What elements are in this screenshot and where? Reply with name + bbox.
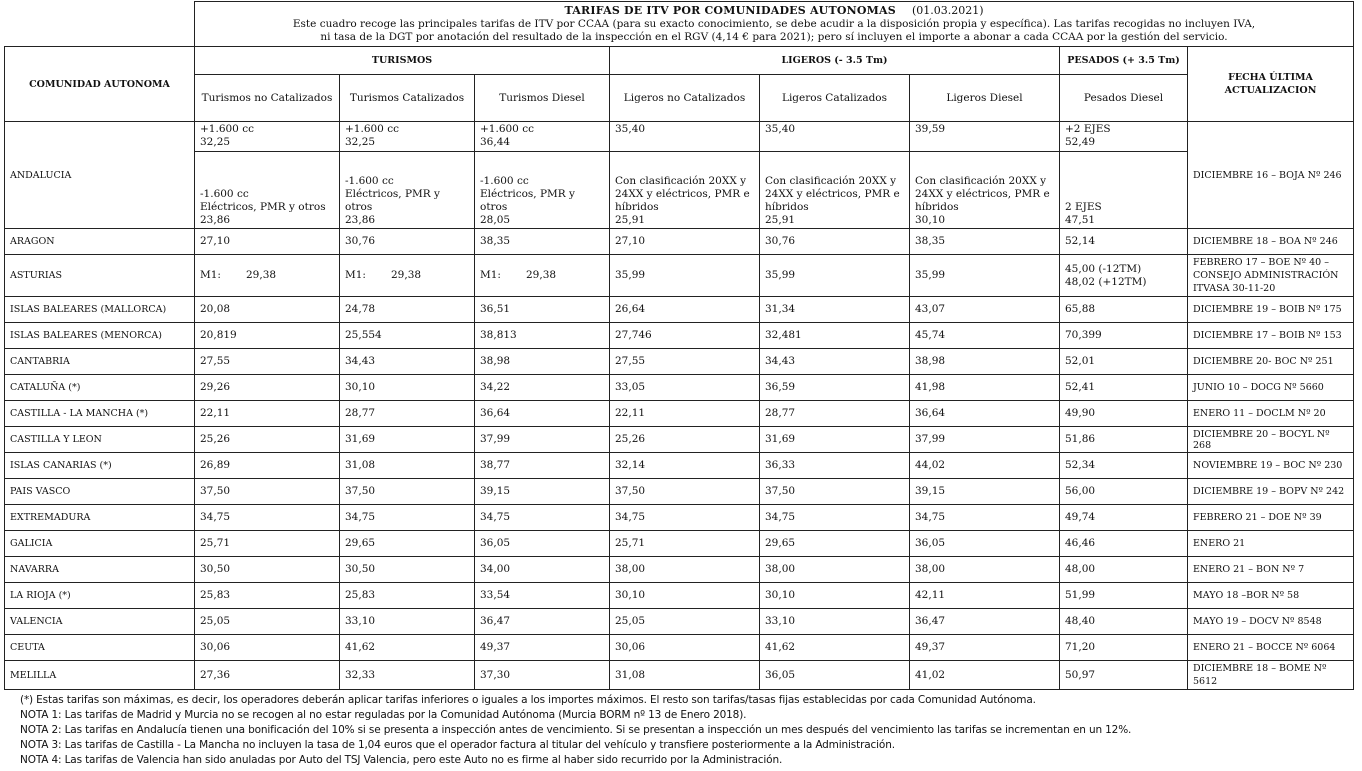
value-turismos-catalizados: -1.600 cc Eléctricos, PMR y otros 23,86 xyxy=(340,152,475,229)
value-turismos-diesel: 49,37 xyxy=(475,635,610,661)
value-turismos-no-catalizados: 27,36 xyxy=(195,661,340,690)
value-ligeros-diesel: 36,64 xyxy=(910,401,1060,427)
table-row-aragon xyxy=(5,229,1354,255)
value-turismos-diesel: 36,47 xyxy=(475,609,610,635)
fecha-cell: DICIEMBRE 17 – BOIB Nº 153 xyxy=(1188,323,1354,349)
value-turismos-catalizados xyxy=(340,255,475,297)
header-comunidad: COMUNIDAD AUTONOMA xyxy=(5,47,195,122)
region-name: CASTILLA - LA MANCHA (*) xyxy=(5,401,195,427)
table-row xyxy=(5,635,1354,661)
value-ligeros-no-catalizados: 35,40 xyxy=(610,122,760,152)
value-ligeros-no-catalizados: 37,50 xyxy=(610,479,760,505)
value-ligeros-diesel: 41,98 xyxy=(910,375,1060,401)
table-row xyxy=(5,375,1354,401)
value-pesados-diesel: 52,14 xyxy=(1060,229,1188,255)
value-turismos-diesel: 36,64 xyxy=(475,401,610,427)
value-turismos-catalizados: 34,43 xyxy=(340,349,475,375)
itv-tariffs-table xyxy=(4,1,1354,690)
value-ligeros-diesel: 39,59 xyxy=(910,122,1060,152)
value-ligeros-no-catalizados: 38,00 xyxy=(610,557,760,583)
fecha-cell: DICIEMBRE 16 – BOJA Nº 246 xyxy=(1188,122,1354,229)
value-ligeros-diesel: 45,74 xyxy=(910,323,1060,349)
table-row xyxy=(5,583,1354,609)
region-name: NAVARRA xyxy=(5,557,195,583)
blank-corner-cell xyxy=(5,2,195,47)
value-ligeros-catalizados: 35,40 xyxy=(760,122,910,152)
value-pesados-diesel: 56,00 xyxy=(1060,479,1188,505)
value-ligeros-catalizados: 29,65 xyxy=(760,531,910,557)
value-ligeros-diesel: 38,00 xyxy=(910,557,1060,583)
value-turismos-diesel: 36,51 xyxy=(475,297,610,323)
value-ligeros-no-catalizados: 31,08 xyxy=(610,661,760,690)
value-ligeros-catalizados: 37,50 xyxy=(760,479,910,505)
value-turismos-no-catalizados: 37,50 xyxy=(195,479,340,505)
region-name: GALICIA xyxy=(5,531,195,557)
value-ligeros-no-catalizados: 33,05 xyxy=(610,375,760,401)
subheader-ligeros-catalizados: Ligeros Catalizados xyxy=(760,75,910,122)
footnote-1: NOTA 1: Las tarifas de Madrid y Murcia no se recogen al no estar reguladas por la Comunidad Autónoma (Murcia BORM nº 13 de Enero 2018). xyxy=(20,709,747,721)
value-turismos-diesel: -1.600 cc Eléctricos, PMR y otros 28,05 xyxy=(475,152,610,229)
value-turismos-diesel: 39,15 xyxy=(475,479,610,505)
value-turismos-catalizados: 30,76 xyxy=(340,229,475,255)
value-pesados-diesel: 48,40 xyxy=(1060,609,1188,635)
value-turismos-no-catalizados: 25,05 xyxy=(195,609,340,635)
footnote-2: NOTA 2: Las tarifas en Andalucía tienen una bonificación del 10% si se presenta a inspección antes de vencimiento. Si se presentan a inspección un mes después del vencimiento las tarifas se incrementan en un 12%. xyxy=(20,724,1132,736)
subheader-turismos-no-catalizados: Turismos no Catalizados xyxy=(195,75,340,122)
fecha-cell: MAYO 19 – DOCV Nº 8548 xyxy=(1188,609,1354,635)
table-row xyxy=(5,609,1354,635)
value-turismos-no-catalizados: -1.600 cc Eléctricos, PMR y otros 23,86 xyxy=(195,152,340,229)
value-turismos-catalizados: 25,554 xyxy=(340,323,475,349)
table-date: (01.03.2021) xyxy=(911,4,984,17)
value-pesados-diesel: 52,01 xyxy=(1060,349,1188,375)
value-ligeros-catalizados: 41,62 xyxy=(760,635,910,661)
value-ligeros-no-catalizados: 34,75 xyxy=(610,505,760,531)
value-ligeros-no-catalizados: 30,06 xyxy=(610,635,760,661)
category-label: M1: xyxy=(345,269,366,281)
fecha-cell: DICIEMBRE 20 – BOCYL Nº 268 xyxy=(1188,427,1354,453)
value-pesados-diesel: 49,90 xyxy=(1060,401,1188,427)
table-row xyxy=(5,505,1354,531)
value-pesados-diesel: 65,88 xyxy=(1060,297,1188,323)
subheader-turismos-diesel: Turismos Diesel xyxy=(475,75,610,122)
value-turismos-no-catalizados: 25,26 xyxy=(195,427,340,453)
value-ligeros-no-catalizados: 27,55 xyxy=(610,349,760,375)
value-ligeros-catalizados: 30,76 xyxy=(760,229,910,255)
region-name: CANTABRIA xyxy=(5,349,195,375)
value-turismos-no-catalizados: 25,83 xyxy=(195,583,340,609)
value-ligeros-diesel: 43,07 xyxy=(910,297,1060,323)
table-row xyxy=(5,297,1354,323)
value-turismos-no-catalizados: 30,50 xyxy=(195,557,340,583)
value-ligeros-no-catalizados: 25,71 xyxy=(610,531,760,557)
value-ligeros-no-catalizados: 25,05 xyxy=(610,609,760,635)
value-pesados-diesel: 50,97 xyxy=(1060,661,1188,690)
value-turismos-catalizados: 34,75 xyxy=(340,505,475,531)
region-name: ISLAS CANARIAS (*) xyxy=(5,453,195,479)
value-ligeros-diesel: 42,11 xyxy=(910,583,1060,609)
value-ligeros-catalizados: 32,481 xyxy=(760,323,910,349)
value-turismos-diesel: 34,22 xyxy=(475,375,610,401)
fecha-cell: DICIEMBRE 18 – BOME Nº 5612 xyxy=(1188,661,1354,690)
value-turismos-catalizados: 24,78 xyxy=(340,297,475,323)
value-ligeros-diesel: Con clasificación 20XX y 24XX y eléctricos, PMR e híbridos 30,10 xyxy=(910,152,1060,229)
value-turismos-no-catalizados: 27,10 xyxy=(195,229,340,255)
value-ligeros-catalizados: 28,77 xyxy=(760,401,910,427)
table-row-andalucia-2 xyxy=(5,152,1354,229)
value-turismos-catalizados: 33,10 xyxy=(340,609,475,635)
region-name: ASTURIAS xyxy=(5,255,195,297)
value-ligeros-diesel: 44,02 xyxy=(910,453,1060,479)
value-ligeros-catalizados: 35,99 xyxy=(760,255,910,297)
footnote-3: NOTA 3: Las tarifas de Castilla - La Mancha no incluyen la tasa de 1,04 euros que el operador factura al titular del vehículo y transfiere posteriormente a la Administración. xyxy=(20,739,895,751)
value-pesados-diesel: 51,99 xyxy=(1060,583,1188,609)
value-turismos-catalizados: 25,83 xyxy=(340,583,475,609)
table-row xyxy=(5,479,1354,505)
fecha-cell: DICIEMBRE 19 – BOPV Nº 242 xyxy=(1188,479,1354,505)
fecha-cell: JUNIO 10 – DOCG Nº 5660 xyxy=(1188,375,1354,401)
table-row xyxy=(5,323,1354,349)
value-ligeros-catalizados: Con clasificación 20XX y 24XX y eléctricos, PMR e híbridos 25,91 xyxy=(760,152,910,229)
fecha-cell: NOVIEMBRE 19 – BOC Nº 230 xyxy=(1188,453,1354,479)
header-pesados: PESADOS (+ 3.5 Tm) xyxy=(1060,47,1188,75)
fecha-cell: ENERO 21 – BON Nº 7 xyxy=(1188,557,1354,583)
value-turismos-catalizados: 29,65 xyxy=(340,531,475,557)
header-ligeros: LIGEROS (- 3.5 Tm) xyxy=(610,47,1060,75)
value-turismos-no-catalizados: +1.600 cc 32,25 xyxy=(195,122,340,152)
value-turismos-catalizados: 41,62 xyxy=(340,635,475,661)
region-name: ISLAS BALEARES (MENORCA) xyxy=(5,323,195,349)
intro-line-2: ni tasa de la DGT por anotación del resultado de la inspección en el RGV (4,14 € para 2021); pero sí incluyen el importe a abonar a cada CCAA por la gestión del servicio. xyxy=(320,31,1228,43)
intro-line-1: Este cuadro recoge las principales tarifas de ITV por CCAA (para su exacto conocimiento, se debe acudir a la disposición propia y específica). Las tarifas recogidas no incluyen IVA, xyxy=(292,18,1256,30)
value-pesados-diesel: 2 EJES 47,51 xyxy=(1060,152,1188,229)
value-turismos-catalizados: +1.600 cc 32,25 xyxy=(340,122,475,152)
value-ligeros-diesel: 39,15 xyxy=(910,479,1060,505)
region-name: ANDALUCIA xyxy=(5,122,195,229)
region-name: CEUTA xyxy=(5,635,195,661)
value-ligeros-catalizados: 36,33 xyxy=(760,453,910,479)
footnote-4: NOTA 4: Las tarifas de Valencia han sido anuladas por Auto del TSJ Valencia, pero este Auto no es firme al haber sido recurrido por la Administración. xyxy=(20,754,783,766)
region-name: VALENCIA xyxy=(5,609,195,635)
category-label: M1: xyxy=(480,269,501,281)
value-turismos-catalizados: 32,33 xyxy=(340,661,475,690)
fecha-cell: ENERO 21 – BOCCE Nº 6064 xyxy=(1188,635,1354,661)
value-ligeros-no-catalizados: 30,10 xyxy=(610,583,760,609)
value-ligeros-diesel: 49,37 xyxy=(910,635,1060,661)
region-name: MELILLA xyxy=(5,661,195,690)
value-ligeros-diesel: 38,98 xyxy=(910,349,1060,375)
value-turismos-no-catalizados: 20,819 xyxy=(195,323,340,349)
value-ligeros-diesel: 36,05 xyxy=(910,531,1060,557)
value-ligeros-no-catalizados: 26,64 xyxy=(610,297,760,323)
value-ligeros-diesel: 36,47 xyxy=(910,609,1060,635)
value-turismos-diesel: 33,54 xyxy=(475,583,610,609)
value-ligeros-catalizados: 30,10 xyxy=(760,583,910,609)
value-turismos-catalizados: 28,77 xyxy=(340,401,475,427)
region-name: PAIS VASCO xyxy=(5,479,195,505)
value-ligeros-catalizados: 33,10 xyxy=(760,609,910,635)
value-ligeros-no-catalizados: 25,26 xyxy=(610,427,760,453)
value-turismos-diesel: 38,98 xyxy=(475,349,610,375)
value-text: 29,38 xyxy=(391,269,422,281)
fecha-cell: FEBRERO 17 – BOE Nº 40 – CONSEJO ADMINISTRACIÓN ITVASA 30-11-20 xyxy=(1188,255,1354,297)
header-fecha: FECHA ÚLTIMA ACTUALIZACION xyxy=(1188,47,1354,122)
table-row xyxy=(5,661,1354,690)
value-ligeros-no-catalizados: 27,10 xyxy=(610,229,760,255)
value-turismos-catalizados: 30,50 xyxy=(340,557,475,583)
value-ligeros-catalizados: 34,75 xyxy=(760,505,910,531)
value-turismos-no-catalizados: 30,06 xyxy=(195,635,340,661)
value-ligeros-diesel: 38,35 xyxy=(910,229,1060,255)
value-ligeros-diesel: 35,99 xyxy=(910,255,1060,297)
table-row xyxy=(5,401,1354,427)
value-turismos-catalizados: 37,50 xyxy=(340,479,475,505)
value-turismos-diesel: 37,30 xyxy=(475,661,610,690)
value-ligeros-no-catalizados: Con clasificación 20XX y 24XX y eléctricos, PMR e híbridos 25,91 xyxy=(610,152,760,229)
table-row xyxy=(5,349,1354,375)
fecha-cell: ENERO 11 – DOCLM Nº 20 xyxy=(1188,401,1354,427)
value-turismos-diesel: 34,00 xyxy=(475,557,610,583)
table-row xyxy=(5,531,1354,557)
value-turismos-diesel: 38,35 xyxy=(475,229,610,255)
value-ligeros-diesel: 37,99 xyxy=(910,427,1060,453)
header-turismos: TURISMOS xyxy=(195,47,610,75)
value-ligeros-no-catalizados: 27,746 xyxy=(610,323,760,349)
value-turismos-no-catalizados: 20,08 xyxy=(195,297,340,323)
value-pesados-diesel: +2 EJES 52,49 xyxy=(1060,122,1188,152)
value-text: 29,38 xyxy=(526,269,557,281)
value-turismos-diesel: 38,77 xyxy=(475,453,610,479)
value-pesados-diesel: 71,20 xyxy=(1060,635,1188,661)
table-row-andalucia-1 xyxy=(5,122,1354,152)
value-pesados-diesel: 52,41 xyxy=(1060,375,1188,401)
value-ligeros-catalizados: 38,00 xyxy=(760,557,910,583)
table-row xyxy=(5,427,1354,453)
value-turismos-no-catalizados: 22,11 xyxy=(195,401,340,427)
value-ligeros-no-catalizados: 35,99 xyxy=(610,255,760,297)
value-turismos-catalizados: 31,69 xyxy=(340,427,475,453)
fecha-cell: DICIEMBRE 19 – BOIB Nº 175 xyxy=(1188,297,1354,323)
value-turismos-no-catalizados: 26,89 xyxy=(195,453,340,479)
value-turismos-diesel: 37,99 xyxy=(475,427,610,453)
fecha-cell: MAYO 18 –BOR Nº 58 xyxy=(1188,583,1354,609)
subheader-ligeros-no-catalizados: Ligeros no Catalizados xyxy=(610,75,760,122)
value-ligeros-catalizados: 34,43 xyxy=(760,349,910,375)
value-turismos-no-catalizados: 34,75 xyxy=(195,505,340,531)
region-name: ISLAS BALEARES (MALLORCA) xyxy=(5,297,195,323)
subheader-turismos-catalizados: Turismos Catalizados xyxy=(340,75,475,122)
footnotes xyxy=(20,693,1340,768)
category-label: M1: xyxy=(200,269,221,281)
fecha-cell: DICIEMBRE 18 – BOA Nº 246 xyxy=(1188,229,1354,255)
value-turismos-no-catalizados: 27,55 xyxy=(195,349,340,375)
value-turismos-catalizados: 30,10 xyxy=(340,375,475,401)
value-ligeros-catalizados: 36,59 xyxy=(760,375,910,401)
region-name: EXTREMADURA xyxy=(5,505,195,531)
region-name: ARAGON xyxy=(5,229,195,255)
value-ligeros-catalizados: 31,34 xyxy=(760,297,910,323)
region-name: CASTILLA Y LEON xyxy=(5,427,195,453)
value-ligeros-no-catalizados: 32,14 xyxy=(610,453,760,479)
value-ligeros-no-catalizados: 22,11 xyxy=(610,401,760,427)
fecha-cell: DICIEMBRE 20- BOC Nº 251 xyxy=(1188,349,1354,375)
footnote-asterisk: (*) Estas tarifas son máximas, es decir, los operadores deberán aplicar tarifas inferiores o iguales a los importes máximos. El resto son tarifas/tasas fijas establecidas por cada Comunidad Autónoma. xyxy=(20,694,1036,706)
value-turismos-no-catalizados: 25,71 xyxy=(195,531,340,557)
value-pesados-diesel: 46,46 xyxy=(1060,531,1188,557)
fecha-cell: FEBRERO 21 – DOE Nº 39 xyxy=(1188,505,1354,531)
value-turismos-catalizados: 31,08 xyxy=(340,453,475,479)
value-turismos-no-catalizados xyxy=(195,255,340,297)
value-turismos-no-catalizados: 29,26 xyxy=(195,375,340,401)
value-ligeros-diesel: 34,75 xyxy=(910,505,1060,531)
value-pesados-diesel: 48,00 xyxy=(1060,557,1188,583)
value-pesados-diesel: 49,74 xyxy=(1060,505,1188,531)
table-row xyxy=(5,453,1354,479)
region-name: LA RIOJA (*) xyxy=(5,583,195,609)
value-ligeros-catalizados: 36,05 xyxy=(760,661,910,690)
value-ligeros-diesel: 41,02 xyxy=(910,661,1060,690)
region-name: CATALUÑA (*) xyxy=(5,375,195,401)
table-title-cell xyxy=(195,2,1354,47)
subheader-ligeros-diesel: Ligeros Diesel xyxy=(910,75,1060,122)
value-text: 29,38 xyxy=(246,269,277,281)
value-pesados-diesel: 51,86 xyxy=(1060,427,1188,453)
value-pesados-diesel: 70,399 xyxy=(1060,323,1188,349)
value-pesados-diesel: 45,00 (-12TM) 48,02 (+12TM) xyxy=(1060,255,1188,297)
value-turismos-diesel: 34,75 xyxy=(475,505,610,531)
value-pesados-diesel: 52,34 xyxy=(1060,453,1188,479)
table-row xyxy=(5,557,1354,583)
value-turismos-diesel: 38,813 xyxy=(475,323,610,349)
value-turismos-diesel xyxy=(475,255,610,297)
value-turismos-diesel: +1.600 cc 36,44 xyxy=(475,122,610,152)
fecha-cell: ENERO 21 xyxy=(1188,531,1354,557)
table-row-asturias xyxy=(5,255,1354,297)
value-turismos-diesel: 36,05 xyxy=(475,531,610,557)
subheader-pesados-diesel: Pesados Diesel xyxy=(1060,75,1188,122)
table-title: TARIFAS DE ITV POR COMUNIDADES AUTONOMAS xyxy=(564,4,896,17)
value-ligeros-catalizados: 31,69 xyxy=(760,427,910,453)
